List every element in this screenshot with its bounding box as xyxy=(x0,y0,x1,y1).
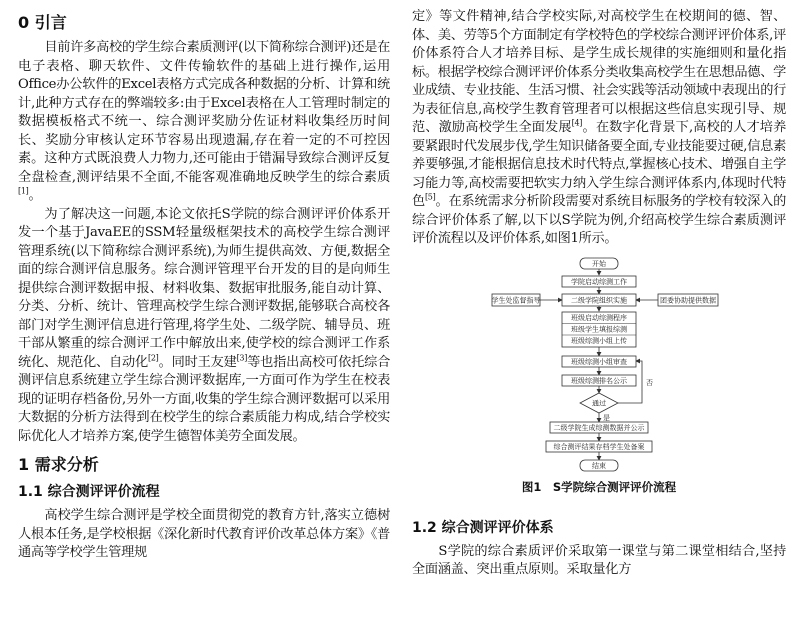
intro-paragraph-2-text-a: 为了解决这一问题,本论文依托S学院的综合测评评价体系开发一个基于JavaEE的SSM轻量级框架技术的高校学生综合测评管理系统(以下简称综合测评系统),为师生提供高效、方便,数据全面的综合测评信息服务。综合测评管理平台开发的目的是向师生提供综合测评数据申报、材料收集、数据审批服务,能自动计算、分类、分析、统计、管理高校学生综合测评数据,能够联合高校各部门对学生测评信息进行管理,将学生处、二级学院、辅导员、班干部从繁重的综合测评工作中解放出来,使学校的综合测评工作系统化、规范化、自动化 xyxy=(18,206,390,370)
college-publish-label: 二级学院生成综测数据并公示 xyxy=(553,423,645,432)
end-label: 结束 xyxy=(592,461,606,470)
flow-paragraph-continued-a: 定》等文件精神,结合学校实际,对高校学生在校期间的德、智、体、美、劳等5个方面制定有学校特色的学校综合测评评价体系,评价体系符合人才培养目标、是学生成长规律的实施细则和量化指标。根据学校综合测评评价体系分类收集高校学生在思想品德、学业成绩、专业技能、生活习惯、社会实践等活动领域中表现出的行为表征信息,高校学生教育管理者可以根据这些信息实现引导、规范、激励高校学生全面发展 xyxy=(412,9,786,135)
flow-paragraph-continued-c: 。在系统需求分析阶段需要对系统目标服务的学校有较深入的综合评价体系了解,以下以S学院为例,介绍高校学生综合素质测评评价流程以及评价体系,如图1所示。 xyxy=(412,194,786,246)
student-office-label: 学生处监督指导 xyxy=(491,296,541,304)
decision-label: 通过 xyxy=(592,399,606,407)
yes-label: 是 xyxy=(603,413,610,422)
publicize-label: 班级综测排名公示 xyxy=(571,376,627,385)
right-column xyxy=(412,8,786,580)
figure-1-caption: 图1 S学院综合测评评价流程 xyxy=(521,479,677,494)
flowchart-diagram xyxy=(412,255,786,491)
left-column xyxy=(18,8,390,563)
step1-label: 班级启动综测程序 xyxy=(571,313,627,322)
review-label: 班级综测小组审查 xyxy=(571,357,627,366)
intro-paragraph-2-text-b: 。同时王友建 xyxy=(158,354,237,370)
intro-paragraph-1-end: 。 xyxy=(28,188,42,203)
start-label: 开始 xyxy=(592,259,606,268)
flow-paragraph: 高校学生综合测评是学校全面贯彻党的教育方针,落实立德树人根本任务,是学校根据《深化新时代教育评价改革总体方案》《普通高等学校学生管理规 xyxy=(18,508,390,560)
flow-paragraph-continued-b: 。在数字化背景下,高校的人才培养要紧跟时代发展步伐,学生知识储备要全面,专业技能要过硬,信息素养要够强,才能根据信息技术时代特点,掌握核心技术、增强自主学习能力等,高校需要把软实力纳入学生综合测评体系内,体现时代特色 xyxy=(412,120,786,209)
section-heading-requirements: 1 需求分析 xyxy=(18,455,99,474)
subsection-heading-system: 1.2 综合测评评价体系 xyxy=(412,519,554,536)
figure-1 xyxy=(412,255,786,511)
citation-3[interactable]: [3] xyxy=(236,353,248,363)
intro-paragraph-2 xyxy=(18,206,390,447)
citation-5[interactable]: [5] xyxy=(424,192,436,202)
archive-label: 综合测评结果存档学生处备案 xyxy=(553,442,645,451)
flow-paragraph-continued xyxy=(412,8,786,249)
citation-1[interactable]: [1] xyxy=(18,186,29,196)
system-paragraph: S学院的综合素质评价采取第一课堂与第二课堂相结合,坚持全面涵盖、突出重点原则。采取量化方 xyxy=(412,543,786,577)
youth-league-label: 团委协助提供数据 xyxy=(660,296,716,304)
college-implement-label: 二级学院组织实施 xyxy=(571,296,627,304)
no-label: 否 xyxy=(646,378,653,387)
subsection-heading-flow: 1.1 综合测评评价流程 xyxy=(18,484,160,500)
step2-label: 班级学生填报综测 xyxy=(571,325,627,333)
intro-paragraph-1-text: 目前许多高校的学生综合素质测评(以下简称综合测评)还是在电子表格、聊天软件、文件传输软件的基础上进行操作,运用Office办公软件的Excel表格方式完成各种数据的分析、计算和统计,此种方式存在的弊端较多:由于Excel表格在人工管理时制定的数据模板格式不统一、综合测评奖励分佐证材料收集经历时间长、奖励分审核认定环节容易出现遗漏,存在着一定的不可控因素。这种方式既浪费人力物力,还可能由于错漏导致综合测评反复全盘检查,测评结果不全面,不能客观准确地反映学生的综合素质 xyxy=(18,40,390,185)
launch-label: 学院启动综测工作 xyxy=(571,277,627,286)
step3-label: 班级综测小组上传 xyxy=(571,336,627,345)
citation-4[interactable]: [4] xyxy=(571,118,583,128)
section-heading-intro: 0 引言 xyxy=(18,13,67,32)
intro-paragraph-2-text-c: 等也指出高校可依托综合测评信息系统建立学生综合测评数据库,一方面可作为学生在校表现的证明存档备份,另外一方面,收集的学生综合测评数据可以采用大数据的分析方法得到在校学生的综合素质能力构成,结合学校实际优化人才培养方案,使学生德智体美劳全面发展。 xyxy=(18,354,391,444)
intro-paragraph-1 xyxy=(18,39,390,206)
citation-2[interactable]: [2] xyxy=(148,353,159,363)
